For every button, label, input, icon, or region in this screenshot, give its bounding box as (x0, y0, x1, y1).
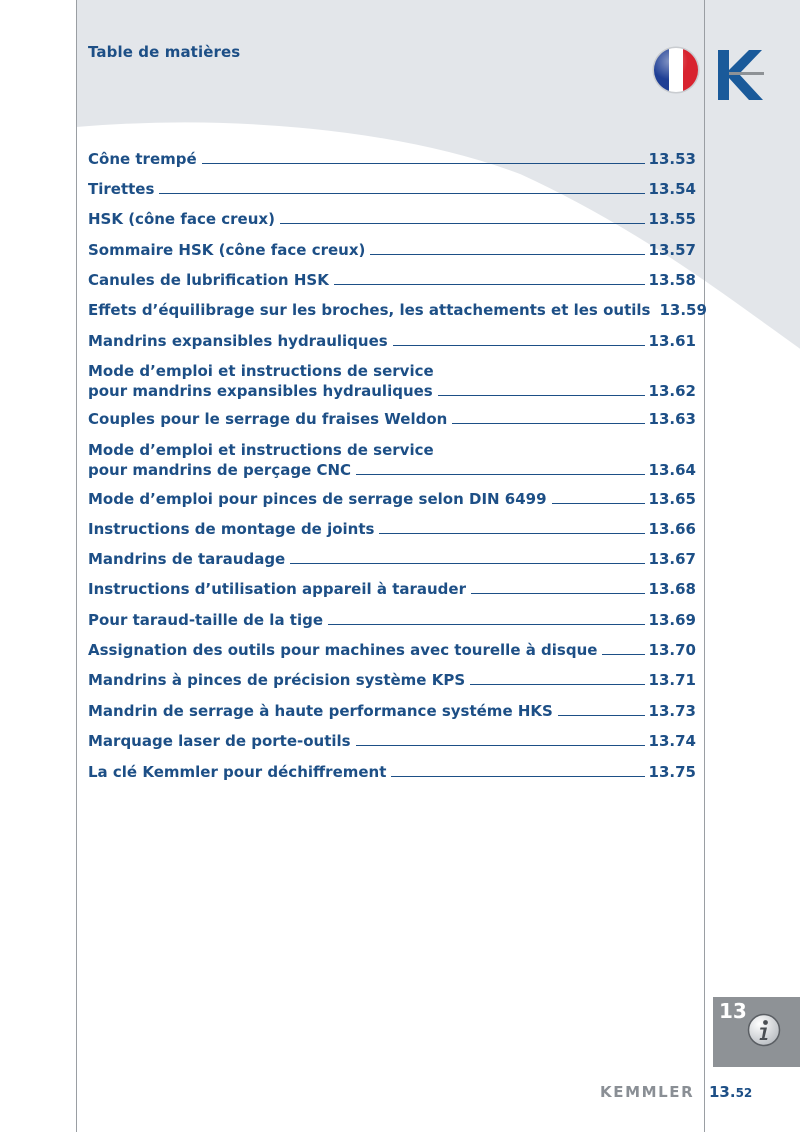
toc-page-number: 13.53 (648, 150, 696, 168)
toc-page-number: 13.67 (648, 550, 696, 568)
toc-entry-title: Canules de lubrification HSK (88, 271, 329, 289)
toc-page-number: 13.71 (648, 671, 696, 689)
toc-entry[interactable] (88, 518, 696, 540)
toc-page-number: 13.64 (648, 461, 696, 479)
right-margin-rule (704, 0, 705, 1132)
toc-entry-title: Mode d’emploi pour pinces de serrage selon DIN 6499 (88, 490, 547, 508)
page-number-minor: 52 (735, 1086, 753, 1100)
toc-entry[interactable] (88, 330, 696, 352)
toc-entry-title: Cône trempé (88, 150, 197, 168)
toc-page-number: 13.73 (648, 702, 696, 720)
toc-entry-title: Tirettes (88, 180, 155, 198)
toc-entry-title: Sommaire HSK (cône face creux) (88, 241, 366, 259)
toc-entry[interactable] (88, 700, 696, 722)
toc-entry-title: La clé Kemmler pour déchiffrement (88, 763, 387, 781)
toc-leader-line (552, 503, 645, 504)
toc-leader-line (334, 284, 645, 285)
chapter-number: 13 (719, 999, 747, 1023)
toc-entry[interactable] (88, 488, 696, 510)
toc-entry[interactable] (88, 148, 696, 170)
toc-leader-line (438, 395, 645, 396)
toc-leader-line (471, 593, 645, 594)
toc-page-number: 13.63 (648, 410, 696, 428)
toc-entry-title: Mode d’emploi et instructions de service (88, 441, 434, 459)
toc-entry-title: Mandrins de taraudage (88, 550, 286, 568)
toc-entry[interactable] (88, 360, 696, 402)
toc-page-number: 13.61 (648, 332, 696, 350)
page-title: Table de matières (88, 43, 241, 61)
toc-leader-line (328, 624, 645, 625)
info-icon (747, 1013, 781, 1047)
toc-entry[interactable] (88, 609, 696, 631)
page-number (709, 1083, 752, 1101)
toc-entry-title: Effets d’équilibrage sur les broches, les attachements et les outils (88, 301, 651, 319)
toc-leader-line (159, 193, 644, 194)
toc-page-number: 13.65 (648, 490, 696, 508)
toc-entry-title: Mandrins expansibles hydrauliques (88, 332, 388, 350)
toc-page-number: 13.70 (648, 641, 696, 659)
toc-leader-line (356, 745, 645, 746)
toc-page-number: 13.74 (648, 732, 696, 750)
french-flag-icon (652, 46, 700, 94)
brand-name: KEMMLER (600, 1083, 695, 1101)
toc-page-number: 13.54 (648, 180, 696, 198)
toc-entry-title: Marquage laser de porte-outils (88, 732, 351, 750)
toc-entry[interactable] (88, 439, 696, 481)
toc-page-number: 13.57 (648, 241, 696, 259)
page-number-major: 13. (709, 1083, 736, 1101)
toc-page-number: 13.58 (648, 271, 696, 289)
toc-entry-title: Instructions d’utilisation appareil à tarauder (88, 580, 466, 598)
toc-entry[interactable] (88, 239, 696, 261)
toc-entry[interactable] (88, 208, 696, 230)
toc-leader-line (379, 533, 644, 534)
toc-entry-title: pour mandrins expansibles hydrauliques (88, 382, 433, 400)
toc-leader-line (280, 223, 645, 224)
toc-leader-line (370, 254, 644, 255)
toc-entry[interactable] (88, 178, 696, 200)
kemmler-logo-icon (716, 48, 764, 100)
toc-page-number: 13.62 (648, 382, 696, 400)
toc-entry-title: HSK (cône face creux) (88, 210, 275, 228)
toc-entry[interactable] (88, 639, 696, 661)
toc-entry[interactable] (88, 730, 696, 752)
chapter-tab[interactable] (713, 997, 800, 1067)
toc-entry-title: Mandrins à pinces de précision système KPS (88, 671, 466, 689)
toc-entry-title: Assignation des outils pour machines avec tourelle à disque (88, 641, 598, 659)
toc-page-number: 13.68 (648, 580, 696, 598)
toc-entry[interactable] (88, 408, 696, 430)
toc-entry[interactable] (88, 578, 696, 600)
left-margin-rule (76, 0, 77, 1132)
toc-page-number: 13.75 (648, 763, 696, 781)
toc-leader-line (391, 776, 644, 777)
toc-entry-title: Mode d’emploi et instructions de service (88, 362, 434, 380)
toc-entry[interactable] (88, 548, 696, 570)
toc-entry-title: Couples pour le serrage du fraises Weldon (88, 410, 448, 428)
toc-leader-line (290, 563, 644, 564)
toc-page-number: 13.55 (648, 210, 696, 228)
toc-leader-line (452, 423, 644, 424)
toc-entry-title: Pour taraud-taille de la tige (88, 611, 324, 629)
toc-page-number: 13.69 (648, 611, 696, 629)
toc-leader-line (356, 474, 645, 475)
toc-entry[interactable] (88, 669, 696, 691)
toc-entry-title: Mandrin de serrage à haute performance systéme HKS (88, 702, 553, 720)
toc-entry-title: Instructions de montage de joints (88, 520, 375, 538)
toc-entry-title: pour mandrins de perçage CNC (88, 461, 352, 479)
toc-leader-line (558, 715, 645, 716)
toc-page-number: 13.59 (659, 301, 707, 319)
toc-leader-line (393, 345, 645, 346)
toc-leader-line (602, 654, 644, 655)
toc-entry[interactable] (88, 761, 696, 783)
toc-leader-line (202, 163, 645, 164)
toc-page-number: 13.66 (648, 520, 696, 538)
toc-leader-line (470, 684, 644, 685)
toc-entry[interactable] (88, 269, 696, 291)
toc-entry[interactable] (88, 299, 707, 321)
